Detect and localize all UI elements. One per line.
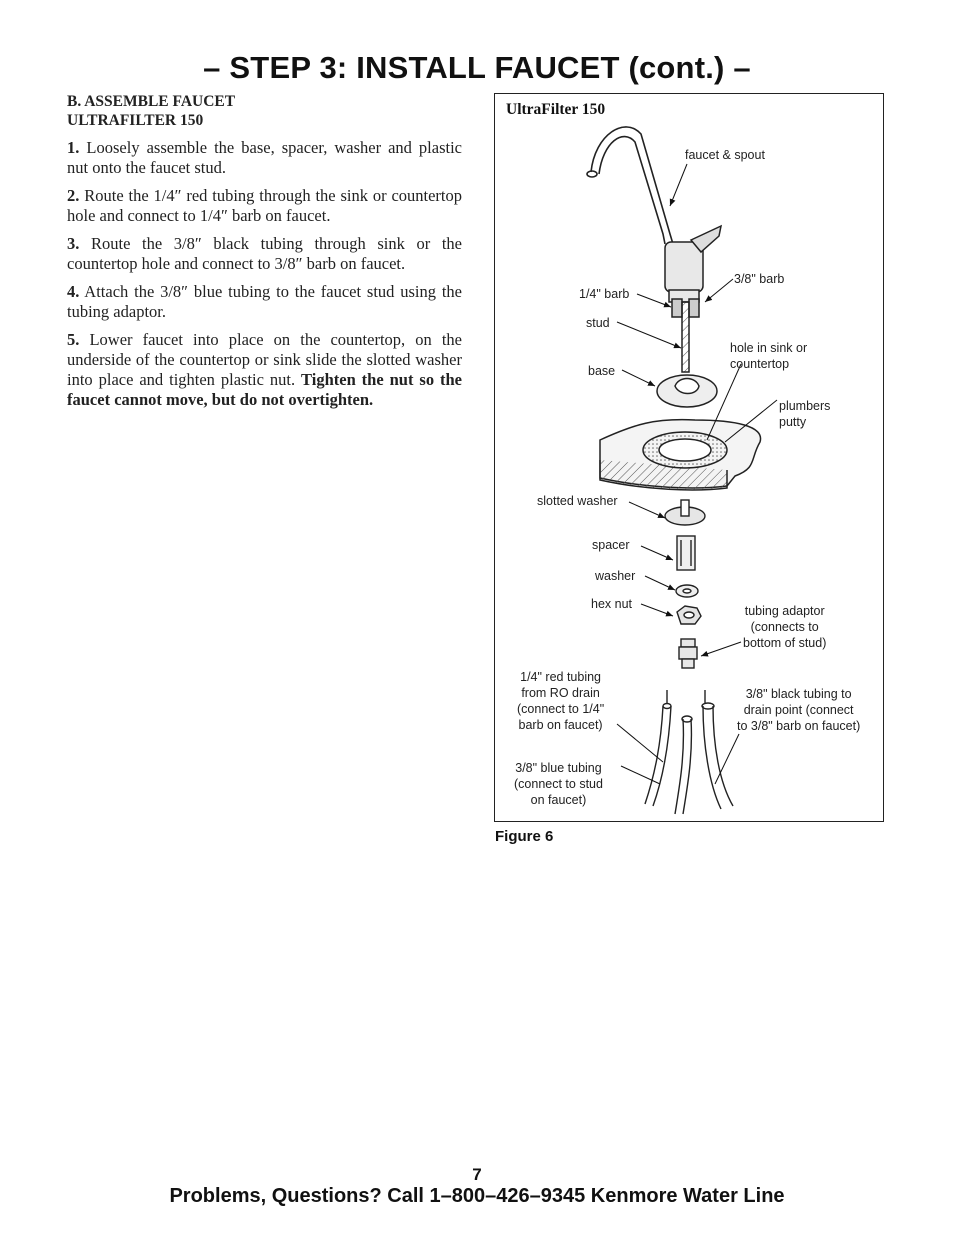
faucet-body [665, 226, 721, 372]
label-washer: washer [595, 569, 636, 583]
countertop [600, 420, 761, 490]
step-text: Route the 3/8″ black tubing through sink or the countertop hole and connect to 3/8″ barb on faucet. [67, 234, 462, 273]
instructions-column [67, 92, 462, 410]
label-black-tubing: 3/8" black tubing to drain point (connect to 3/8" barb on faucet) [737, 687, 861, 733]
step-text: Route the 1/4″ red tubing through the sink or countertop hole and connect to 1/4″ barb on faucet. [67, 186, 463, 225]
label-tubing-adaptor: tubing adaptor (connects to bottom of stud) [743, 604, 827, 650]
label-red-tubing: 1/4" red tubing from RO drain (connect to 1/4" barb on faucet) [517, 670, 605, 732]
faucet-spout [587, 127, 673, 244]
footer-helpline: Problems, Questions? Call 1–800–426–9345 Kenmore Water Line [169, 1185, 785, 1207]
washer-part [676, 585, 698, 597]
step-number: 5. [67, 330, 80, 349]
label-barb-38: 3/8" barb [734, 272, 785, 286]
label-hole: hole in sink or countertop [730, 341, 808, 371]
tubing-adaptor [679, 639, 697, 668]
step-text: Attach the 3/8″ blue tubing to the faucet stud using the tubing adaptor. [67, 282, 462, 321]
figure-caption: Figure 6 [495, 828, 554, 845]
tubing [645, 690, 733, 814]
section-heading: B. ASSEMBLE FAUCET [67, 93, 236, 110]
label-blue-tubing: 3/8" blue tubing (connect to stud on faucet) [514, 761, 603, 807]
step-number: 3. [67, 234, 80, 253]
figure-title: UltraFilter 150 [506, 101, 606, 118]
step-text: Loosely assemble the base, spacer, washer and plastic nut onto the faucet stud. [67, 138, 463, 177]
spacer [677, 536, 695, 570]
label-slotted-washer: slotted washer [537, 494, 618, 508]
label-spacer: spacer [592, 538, 630, 552]
label-hex-nut: hex nut [591, 597, 633, 611]
label-base: base [588, 364, 616, 378]
section-subheading: ULTRAFILTER 150 [67, 112, 204, 129]
label-faucet-spout: faucet & spout [685, 148, 765, 162]
label-putty: plumbers putty [779, 399, 831, 429]
base [657, 375, 717, 407]
step-number: 1. [67, 138, 80, 157]
label-barb-14: 1/4" barb [579, 287, 630, 301]
figure-6-box [494, 93, 884, 822]
step-1 [67, 138, 462, 178]
step-text: Lower faucet into place on the countertop, on the underside of the countertop or sink slide the slotted washer into place and tighten plastic nut. [67, 330, 462, 389]
step-warning: Tighten the nut so the faucet cannot move, but do not overtighten. [67, 370, 462, 409]
page-title: – STEP 3: INSTALL FAUCET (cont.) – [203, 50, 751, 85]
page-number: 7 [472, 1165, 482, 1184]
hex-nut [677, 606, 701, 624]
step-2 [67, 186, 462, 226]
step-5 [67, 330, 462, 410]
label-stud: stud [586, 316, 610, 330]
step-3 [67, 234, 462, 274]
step-number: 4. [67, 282, 80, 301]
step-4 [67, 282, 462, 322]
step-number: 2. [67, 186, 80, 205]
slotted-washer [665, 500, 705, 525]
